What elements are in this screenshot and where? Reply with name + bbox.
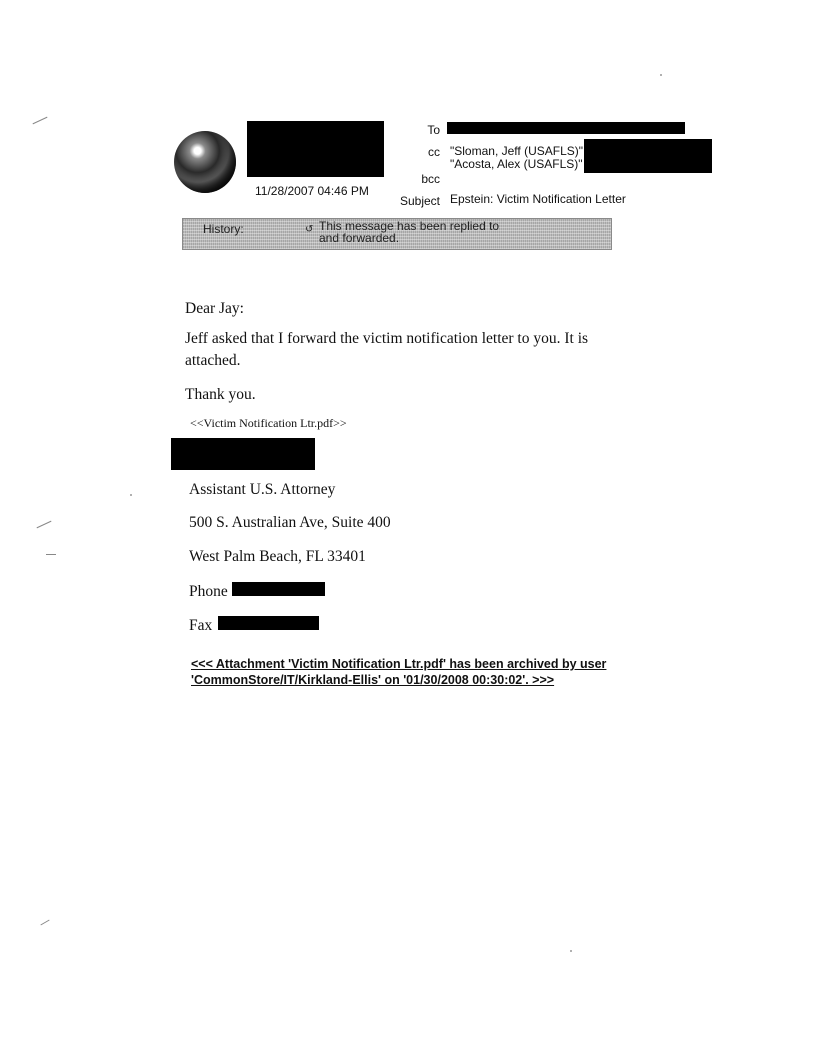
- globe-avatar-icon: [174, 131, 236, 193]
- to-redaction: [447, 122, 685, 134]
- history-text: This message has been replied to and forwarded.: [319, 219, 500, 245]
- fax-redaction: [218, 616, 319, 630]
- timestamp: 11/28/2007 04:46 PM: [255, 184, 369, 198]
- signature-address-line1: 500 S. Australian Ave, Suite 400: [189, 514, 391, 531]
- scan-dot: [570, 950, 572, 952]
- to-label: To: [427, 123, 440, 137]
- phone-label: Phone: [189, 583, 228, 600]
- bcc-label: bcc: [421, 172, 440, 186]
- thanks: Thank you.: [185, 386, 256, 403]
- scan-mark: [33, 117, 48, 125]
- scan-mark: [37, 521, 52, 529]
- cc-redaction: [584, 139, 712, 173]
- history-bar: [182, 218, 612, 250]
- subject-label: Subject: [399, 194, 440, 208]
- body-paragraph: Jeff asked that I forward the victim notification letter to you. It is attached.: [185, 330, 589, 369]
- history-replied-icon: ↺: [305, 224, 314, 235]
- archive-notice[interactable]: <<< Attachment 'Victim Notification Ltr.pdf' has been archived by user 'CommonStore/IT/Kirkland-Ellis' on '01/30/2008 00:30:02'. >>>: [191, 657, 607, 687]
- scan-dot: [130, 494, 132, 496]
- cc-recipient: "Sloman, Jeff (USAFLS)": [450, 144, 584, 158]
- sender-redaction: [247, 121, 384, 177]
- subject-value: Epstein: Victim Notification Letter: [450, 192, 626, 206]
- phone-redaction: [232, 582, 325, 596]
- signature-address-line2: West Palm Beach, FL 33401: [189, 548, 366, 565]
- scan-dot: [660, 74, 662, 76]
- signature-title: Assistant U.S. Attorney: [189, 481, 336, 498]
- fax-label: Fax: [189, 617, 213, 634]
- scan-mark: [46, 554, 56, 555]
- greeting: Dear Jay:: [185, 300, 244, 317]
- attachment-link[interactable]: <<Victim Notification Ltr.pdf>>: [190, 416, 347, 430]
- history-label: History:: [203, 222, 244, 236]
- cc-label: cc: [428, 145, 440, 159]
- cc-recipient: "Acosta, Alex (USAFLS)": [450, 157, 583, 171]
- scan-mark: [40, 920, 49, 926]
- signature-name-redaction: [171, 438, 315, 470]
